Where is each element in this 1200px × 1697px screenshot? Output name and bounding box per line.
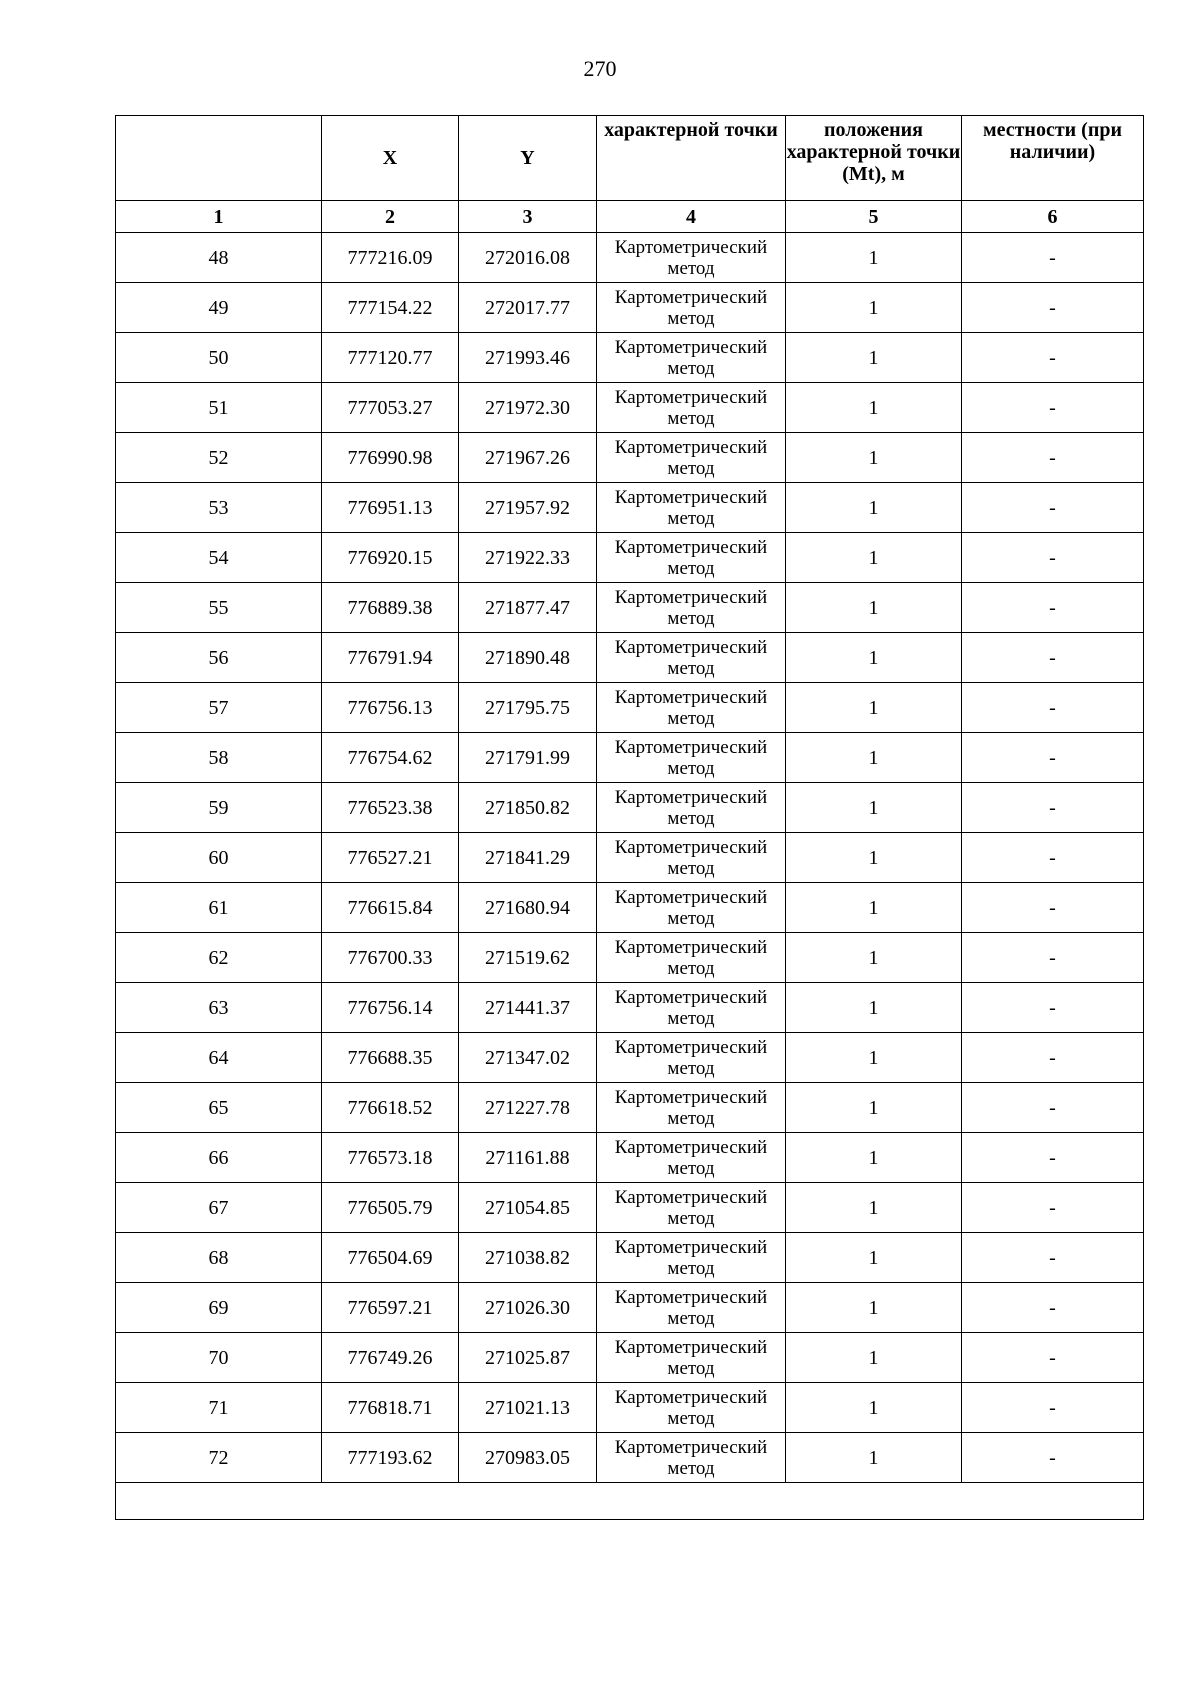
- x-coordinate-cell: 776990.98: [322, 433, 459, 483]
- description-cell: -: [962, 683, 1144, 733]
- table-row: [116, 1433, 1144, 1483]
- point-number-cell: 54: [116, 533, 322, 583]
- point-number-cell: 51: [116, 383, 322, 433]
- description-cell: -: [962, 633, 1144, 683]
- x-coordinate-cell: 776523.38: [322, 783, 459, 833]
- method-cell: Картометрический метод: [597, 1433, 786, 1483]
- x-coordinate-cell: 776756.14: [322, 983, 459, 1033]
- table-row: [116, 1333, 1144, 1383]
- point-number-cell: 50: [116, 333, 322, 383]
- accuracy-cell: 1: [786, 1433, 962, 1483]
- accuracy-cell: 1: [786, 1083, 962, 1133]
- accuracy-cell: 1: [786, 933, 962, 983]
- description-cell: -: [962, 1083, 1144, 1133]
- accuracy-cell: 1: [786, 1333, 962, 1383]
- accuracy-cell: 1: [786, 733, 962, 783]
- x-coordinate-cell: 776754.62: [322, 733, 459, 783]
- accuracy-cell: 1: [786, 683, 962, 733]
- table-row: [116, 933, 1144, 983]
- page-number: 270: [583, 56, 617, 81]
- method-cell: Картометрический метод: [597, 1083, 786, 1133]
- point-number-cell: 66: [116, 1133, 322, 1183]
- accuracy-cell: 1: [786, 1133, 962, 1183]
- method-cell: Картометрический метод: [597, 483, 786, 533]
- method-cell: Картометрический метод: [597, 1383, 786, 1433]
- coordinates-table: [115, 115, 1144, 1520]
- table-row: [116, 283, 1144, 333]
- table-row: [116, 483, 1144, 533]
- x-coordinate-cell: 777154.22: [322, 283, 459, 333]
- accuracy-cell: 1: [786, 1183, 962, 1233]
- accuracy-cell: 1: [786, 333, 962, 383]
- table-row: [116, 583, 1144, 633]
- table-row: [116, 233, 1144, 283]
- x-coordinate-cell: 777216.09: [322, 233, 459, 283]
- y-coordinate-cell: 271791.99: [459, 733, 597, 783]
- point-number-cell: 60: [116, 833, 322, 883]
- point-number-cell: 55: [116, 583, 322, 633]
- table-row: [116, 783, 1144, 833]
- x-coordinate-cell: 776749.26: [322, 1333, 459, 1383]
- description-cell: -: [962, 1033, 1144, 1083]
- method-cell: Картометрический метод: [597, 233, 786, 283]
- point-number-cell: 61: [116, 883, 322, 933]
- point-number-cell: 67: [116, 1183, 322, 1233]
- method-cell: Картометрический метод: [597, 933, 786, 983]
- x-coordinate-cell: 777053.27: [322, 383, 459, 433]
- y-coordinate-cell: 271054.85: [459, 1183, 597, 1233]
- column-number-cell: 6: [962, 201, 1144, 233]
- method-cell: Картометрический метод: [597, 283, 786, 333]
- column-number-cell: 3: [459, 201, 597, 233]
- table-row: [116, 1083, 1144, 1133]
- accuracy-cell: 1: [786, 283, 962, 333]
- method-cell: Картометрический метод: [597, 683, 786, 733]
- method-cell: Картометрический метод: [597, 1183, 786, 1233]
- accuracy-cell: 1: [786, 883, 962, 933]
- point-number-cell: 48: [116, 233, 322, 283]
- description-cell: -: [962, 933, 1144, 983]
- y-coordinate-cell: 271841.29: [459, 833, 597, 883]
- description-cell: -: [962, 1183, 1144, 1233]
- y-coordinate-cell: 271227.78: [459, 1083, 597, 1133]
- method-cell: Картометрический метод: [597, 583, 786, 633]
- table-row: [116, 733, 1144, 783]
- accuracy-cell: 1: [786, 1033, 962, 1083]
- method-cell: Картометрический метод: [597, 833, 786, 883]
- table-row: [116, 1133, 1144, 1183]
- table-header-row: [116, 116, 1144, 201]
- table-row: [116, 383, 1144, 433]
- description-cell: -: [962, 483, 1144, 533]
- description-cell: -: [962, 883, 1144, 933]
- accuracy-cell: 1: [786, 1383, 962, 1433]
- y-coordinate-cell: 271967.26: [459, 433, 597, 483]
- y-coordinate-cell: 271161.88: [459, 1133, 597, 1183]
- x-coordinate-cell: 777120.77: [322, 333, 459, 383]
- column-number-cell: 1: [116, 201, 322, 233]
- accuracy-cell: 1: [786, 233, 962, 283]
- y-coordinate-cell: 270983.05: [459, 1433, 597, 1483]
- description-cell: -: [962, 283, 1144, 333]
- description-cell: -: [962, 1133, 1144, 1183]
- x-coordinate-cell: 776618.52: [322, 1083, 459, 1133]
- accuracy-cell: 1: [786, 583, 962, 633]
- x-coordinate-cell: 776920.15: [322, 533, 459, 583]
- y-coordinate-cell: 272016.08: [459, 233, 597, 283]
- x-coordinate-cell: 776951.13: [322, 483, 459, 533]
- x-coordinate-cell: 776573.18: [322, 1133, 459, 1183]
- y-coordinate-cell: 271025.87: [459, 1333, 597, 1383]
- accuracy-cell: 1: [786, 1233, 962, 1283]
- point-number-cell: 71: [116, 1383, 322, 1433]
- method-cell: Картометрический метод: [597, 533, 786, 583]
- point-number-cell: 59: [116, 783, 322, 833]
- point-number-cell: 63: [116, 983, 322, 1033]
- method-cell: Картометрический метод: [597, 1233, 786, 1283]
- method-cell: Картометрический метод: [597, 433, 786, 483]
- point-number-cell: 62: [116, 933, 322, 983]
- header-cell-x: X: [322, 116, 459, 201]
- description-cell: -: [962, 383, 1144, 433]
- point-number-cell: 72: [116, 1433, 322, 1483]
- point-number-cell: 49: [116, 283, 322, 333]
- y-coordinate-cell: 271877.47: [459, 583, 597, 633]
- description-cell: -: [962, 733, 1144, 783]
- accuracy-cell: 1: [786, 1283, 962, 1333]
- point-number-cell: 64: [116, 1033, 322, 1083]
- header-cell-accuracy: положения характерной точки (Mt), м: [786, 116, 962, 201]
- x-coordinate-cell: 776527.21: [322, 833, 459, 883]
- x-coordinate-cell: 776615.84: [322, 883, 459, 933]
- x-coordinate-cell: 776756.13: [322, 683, 459, 733]
- method-cell: Картометрический метод: [597, 1283, 786, 1333]
- table-row: [116, 883, 1144, 933]
- method-cell: Картометрический метод: [597, 783, 786, 833]
- column-number-cell: 4: [597, 201, 786, 233]
- description-cell: -: [962, 783, 1144, 833]
- point-number-cell: 56: [116, 633, 322, 683]
- table-row: [116, 983, 1144, 1033]
- header-cell-description: местности (при наличии): [962, 116, 1144, 201]
- table-row: [116, 333, 1144, 383]
- method-cell: Картометрический метод: [597, 383, 786, 433]
- empty-table-cell: [116, 1483, 1144, 1520]
- column-number-row: [116, 201, 1144, 233]
- x-coordinate-cell: 776688.35: [322, 1033, 459, 1083]
- empty-table-row: [116, 1483, 1144, 1520]
- x-coordinate-cell: 776597.21: [322, 1283, 459, 1333]
- description-cell: -: [962, 533, 1144, 583]
- y-coordinate-cell: 271038.82: [459, 1233, 597, 1283]
- description-cell: -: [962, 1333, 1144, 1383]
- accuracy-cell: 1: [786, 833, 962, 883]
- method-cell: Картометрический метод: [597, 883, 786, 933]
- table-row: [116, 833, 1144, 883]
- description-cell: -: [962, 233, 1144, 283]
- table-row: [116, 633, 1144, 683]
- description-cell: -: [962, 833, 1144, 883]
- point-number-cell: 65: [116, 1083, 322, 1133]
- table-row: [116, 1383, 1144, 1433]
- x-coordinate-cell: 776889.38: [322, 583, 459, 633]
- table-row: [116, 1183, 1144, 1233]
- table-row: [116, 433, 1144, 483]
- y-coordinate-cell: 271922.33: [459, 533, 597, 583]
- y-coordinate-cell: 271347.02: [459, 1033, 597, 1083]
- accuracy-cell: 1: [786, 783, 962, 833]
- description-cell: -: [962, 433, 1144, 483]
- point-number-cell: 70: [116, 1333, 322, 1383]
- method-cell: Картометрический метод: [597, 733, 786, 783]
- y-coordinate-cell: 271890.48: [459, 633, 597, 683]
- description-cell: -: [962, 1383, 1144, 1433]
- description-cell: -: [962, 1283, 1144, 1333]
- method-cell: Картометрический метод: [597, 1033, 786, 1083]
- y-coordinate-cell: 271441.37: [459, 983, 597, 1033]
- y-coordinate-cell: 271021.13: [459, 1383, 597, 1433]
- point-number-cell: 58: [116, 733, 322, 783]
- column-number-cell: 2: [322, 201, 459, 233]
- point-number-cell: 68: [116, 1233, 322, 1283]
- description-cell: -: [962, 583, 1144, 633]
- table-row: [116, 1233, 1144, 1283]
- method-cell: Картометрический метод: [597, 1333, 786, 1383]
- y-coordinate-cell: 272017.77: [459, 283, 597, 333]
- y-coordinate-cell: 271519.62: [459, 933, 597, 983]
- point-number-cell: 52: [116, 433, 322, 483]
- x-coordinate-cell: 776505.79: [322, 1183, 459, 1233]
- x-coordinate-cell: 776818.71: [322, 1383, 459, 1433]
- method-cell: Картометрический метод: [597, 633, 786, 683]
- method-cell: Картометрический метод: [597, 333, 786, 383]
- method-cell: Картометрический метод: [597, 983, 786, 1033]
- x-coordinate-cell: 776791.94: [322, 633, 459, 683]
- y-coordinate-cell: 271972.30: [459, 383, 597, 433]
- method-cell: Картометрический метод: [597, 1133, 786, 1183]
- y-coordinate-cell: 271680.94: [459, 883, 597, 933]
- accuracy-cell: 1: [786, 633, 962, 683]
- point-number-cell: 57: [116, 683, 322, 733]
- column-number-cell: 5: [786, 201, 962, 233]
- header-cell-y: Y: [459, 116, 597, 201]
- table-row: [116, 1283, 1144, 1333]
- description-cell: -: [962, 333, 1144, 383]
- y-coordinate-cell: 271957.92: [459, 483, 597, 533]
- accuracy-cell: 1: [786, 483, 962, 533]
- table-row: [116, 683, 1144, 733]
- description-cell: -: [962, 1233, 1144, 1283]
- table-row: [116, 1033, 1144, 1083]
- y-coordinate-cell: 271795.75: [459, 683, 597, 733]
- y-coordinate-cell: 271026.30: [459, 1283, 597, 1333]
- accuracy-cell: 1: [786, 433, 962, 483]
- accuracy-cell: 1: [786, 983, 962, 1033]
- point-number-cell: 69: [116, 1283, 322, 1333]
- description-cell: -: [962, 983, 1144, 1033]
- x-coordinate-cell: 777193.62: [322, 1433, 459, 1483]
- point-number-cell: 53: [116, 483, 322, 533]
- x-coordinate-cell: 776700.33: [322, 933, 459, 983]
- y-coordinate-cell: 271993.46: [459, 333, 597, 383]
- accuracy-cell: 1: [786, 383, 962, 433]
- y-coordinate-cell: 271850.82: [459, 783, 597, 833]
- accuracy-cell: 1: [786, 533, 962, 583]
- description-cell: -: [962, 1433, 1144, 1483]
- header-cell-method: характерной точки: [597, 116, 786, 201]
- x-coordinate-cell: 776504.69: [322, 1233, 459, 1283]
- header-cell-point-number: [116, 116, 322, 201]
- table-row: [116, 533, 1144, 583]
